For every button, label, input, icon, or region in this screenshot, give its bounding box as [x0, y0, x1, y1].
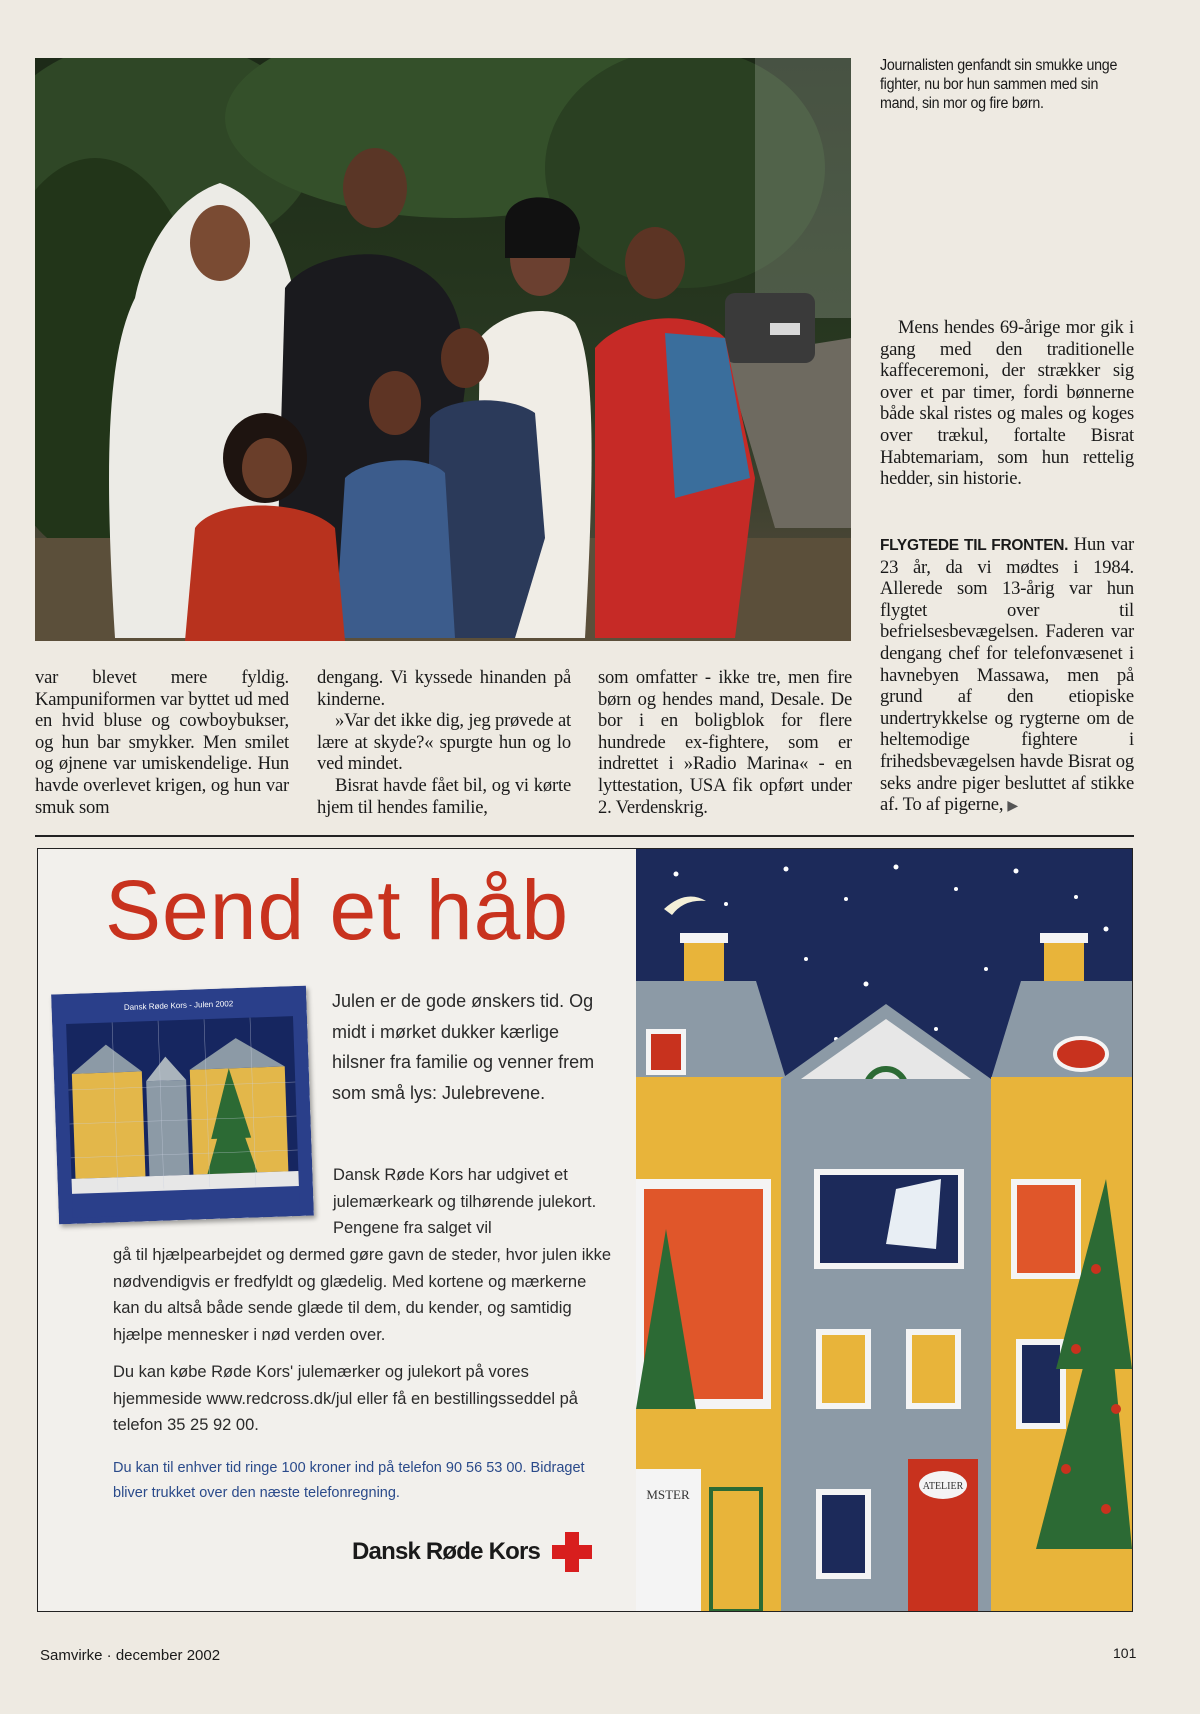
photo-caption: Journalisten genfandt sin smukke unge fighter, nu bor hun sammen med sin mand, sin mor og fire børn. [880, 57, 1118, 112]
run-in-heading: FLYGTEDE TIL FRONTEN. [880, 537, 1069, 554]
publication-footer: Samvirke · december 2002 [40, 1647, 221, 1664]
article-paragraph: var blevet mere fyldig. Kampuniformen var byttet ud med en hvid bluse og cowboybukser, og hun bar smykker. Men smilet og øjnene var umiskendelige. Hun havde overlevet krigen, og hun var smuk som [35, 667, 289, 818]
article-column-3 [598, 667, 852, 818]
article-column-4-top [880, 317, 1134, 490]
red-cross-icon [550, 1530, 594, 1574]
article-paragraph: som omfatter - ikke tre, men fire børn og hendes mand, Desale. De bor i en boligblok for flere hundrede ex-fightere, som er indrettet i »Radio Marina« - en lyttestation, USA fik opført under 2. Verdenskrig. [598, 667, 852, 818]
article-column-4-bottom [880, 534, 1134, 818]
article-paragraph: Mens hendes 69-årige mor gik i gang med den traditionelle kaffeceremoni, der strækker sig over et par timer, fordi bønnerne både skal ristes og males og koges over trækul, fortalte Bisrat Habtemariam, som hun rettelig hedder, sin historie. [880, 317, 1134, 490]
article-paragraph: dengang. Vi kyssede hinanden på kinderne. [317, 667, 571, 710]
continue-arrow-icon: ▶ [1007, 799, 1018, 815]
logo-text: Dansk Røde Kors [352, 1538, 541, 1565]
christmas-houses-drawing [636, 849, 1132, 1611]
page-number: 101 [1113, 1645, 1137, 1661]
shop-sign-right: ATELIER [922, 1481, 964, 1492]
article-column-1 [35, 667, 289, 818]
article-paragraph: »Var det ikke dig, jeg prøvede at lære at skyde?« spurgte hun og lo ved mindet. [317, 710, 571, 775]
ad-intro-text: Julen er de gode ønskers tid. Og midt i mørket dukker kærlige hilsner fra familie og venner frem som små lys: Julebrevene. [332, 991, 595, 1103]
ad-donation-text: Du kan til enhver tid ringe 100 kroner ind på telefon 90 56 53 00. Bidraget bliver trukket over den næste telefonregning. [113, 1460, 585, 1501]
article-paragraph: Bisrat havde fået bil, og vi kørte hjem til hendes familie, [317, 774, 571, 818]
article-paragraph: Hun var 23 år, da vi mødtes i 1984. Allerede som 13-årig var hun flygtet over til befrielsesbevægelsen. Faderen var dengang chef for telefonvæsenet i havnebyen Massawa, men på grund af den etiopiske undertrykkelse og rygterne om de heltemodige fightere i frihedsbevægelsen havde Bisrat og seks andre piger besluttet af stikke af. To af pigerne, [880, 534, 1135, 816]
family-photo-illustration [35, 58, 851, 641]
section-divider [35, 835, 1134, 837]
christmas-seal-sheet-illustration [51, 986, 314, 1225]
shop-sign-left: MSTER [646, 1487, 690, 1502]
christmas-houses-illustration [636, 849, 1132, 1611]
ad-headline: Send et håb [105, 863, 570, 957]
ad-paragraph: Dansk Røde Kors har udgivet et julemærkeark og tilhørende julekort. Pengene fra salget vil [333, 1166, 597, 1237]
christmas-seal-sheet [51, 986, 314, 1225]
ad-paragraph: gå til hjælpearbejdet og dermed gøre gavn de steder, hvor julen ikke nødvendigvis er fredfyldt og glædelig. Med kortene og mærkerne kan du altså både sende glæde til dem, du kender, og samtidig hjælpe mennesker i nød verden over. [113, 1246, 612, 1344]
article-column-2 [317, 667, 571, 818]
red-cross-logo [352, 1528, 594, 1576]
ad-paragraph: Du kan købe Røde Kors' julemærker og julekort på vores hjemmeside www.redcross.dk/jul eller få en bestillingsseddel på telefon 35 25 92 00. [113, 1363, 578, 1434]
sheet-header-text: Dansk Røde Kors - Julen 2002 [123, 999, 234, 1012]
family-photo [35, 58, 851, 641]
